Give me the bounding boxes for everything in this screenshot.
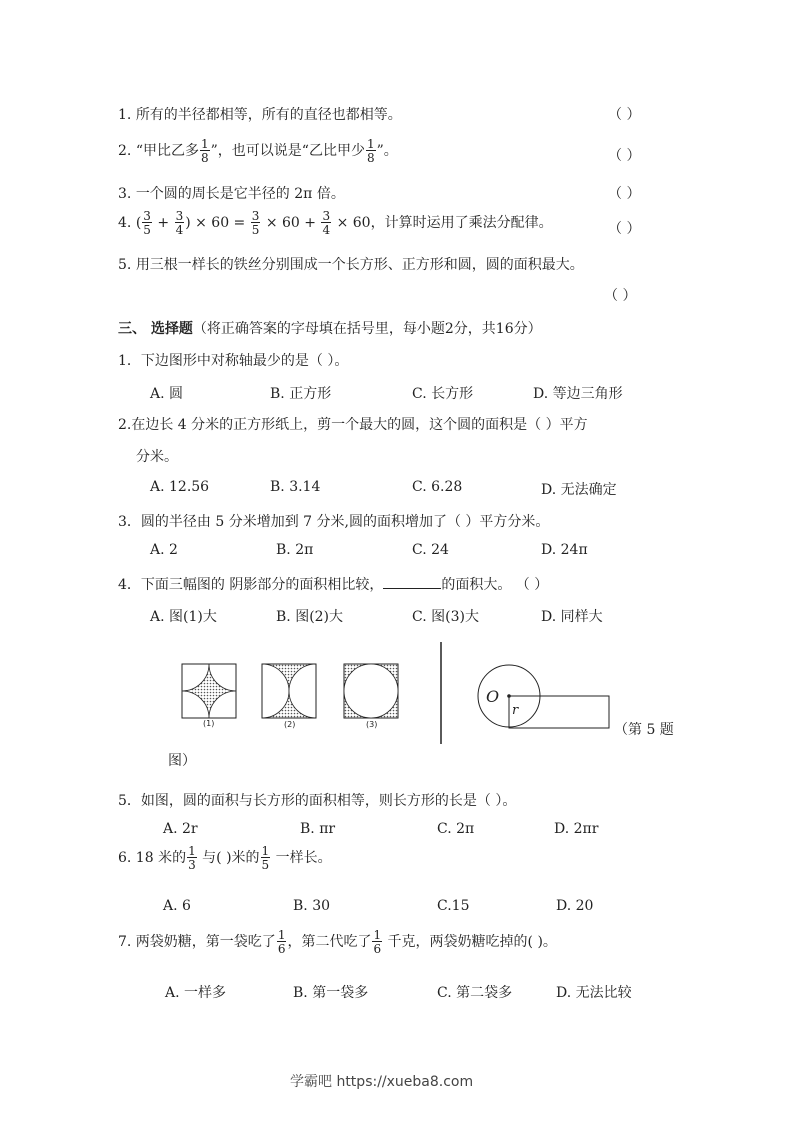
q-text-a: “甲比乙多 bbox=[135, 143, 199, 159]
choice-q7-stem: 7. 两袋奶糖，第一袋吃了 $\frac{1}{6}$ ，第二代吃了 $\frac{1}{6}$ 千克，两袋奶糖吃掉的( )。 bbox=[118, 928, 557, 956]
fraction: $\frac{3}{5}$ bbox=[251, 209, 260, 237]
option-b[interactable]: B. 2π bbox=[276, 542, 314, 558]
fraction: $\frac{1}{8}$ bbox=[200, 137, 209, 165]
q-number: 2. bbox=[118, 143, 132, 159]
option-d[interactable]: D. 无法确定 bbox=[541, 482, 617, 498]
answer-paren[interactable]: （ ） bbox=[608, 221, 641, 237]
fraction: $\frac{3}{5}$ bbox=[143, 209, 151, 237]
q-text: 一个圆的周长是它半径的 2π 倍。 bbox=[135, 186, 345, 202]
figure-caption-2: (2) bbox=[284, 720, 296, 729]
option-b[interactable]: B. 30 bbox=[293, 898, 331, 914]
option-b[interactable]: B. 正方形 bbox=[270, 386, 332, 402]
section-header bbox=[118, 318, 542, 338]
q-number: 3. bbox=[118, 186, 132, 202]
figure-note-cont: 图） bbox=[168, 753, 196, 769]
fraction: $\frac{1}{6}$ bbox=[373, 928, 382, 956]
figure-3 bbox=[344, 664, 398, 718]
q-text: 用三根一样长的铁丝分别围成一个长方形、正方形和圆，圆的面积最大。 bbox=[135, 257, 584, 273]
q-number: 4. bbox=[118, 215, 132, 231]
option-d[interactable]: D. 20 bbox=[556, 898, 594, 914]
answer-paren[interactable]: （ ） bbox=[604, 288, 637, 304]
label-r: r bbox=[512, 703, 519, 718]
option-b[interactable]: B. 3.14 bbox=[270, 479, 321, 495]
option-c[interactable]: C. 长方形 bbox=[412, 386, 474, 402]
option-c[interactable]: C. 6.28 bbox=[412, 479, 463, 495]
option-a[interactable]: A. 2 bbox=[150, 542, 178, 558]
judge-q3 bbox=[118, 183, 345, 203]
label-o: O bbox=[486, 687, 500, 706]
choice-q6-stem: 6. 18 米的 $\frac{1}{3}$ 与( )米的 $\frac{1}{5}$ 一样长。 bbox=[118, 844, 332, 872]
judge-q4: 4. ( $\frac{3}{5}$ + $\frac{3}{4}$ ) × 60 = $\frac{3}{5}$ × 60 + $\frac{3}{4}$ × 60，计算时运用了乘法分配律。 bbox=[118, 209, 553, 237]
figure-1 bbox=[182, 664, 236, 718]
option-b[interactable]: B. πr bbox=[300, 821, 336, 837]
q-text: 所有的半径都相等，所有的直径也都相等。 bbox=[135, 107, 402, 123]
option-a[interactable]: A. 一样多 bbox=[165, 985, 227, 1001]
choice-q5-stem: 5．如图，圆的面积与长方形的面积相等，则长方形的长是（ ）。 bbox=[118, 793, 517, 809]
fraction: $\frac{3}{4}$ bbox=[322, 209, 331, 237]
choice-q2-stem-cont: 分米。 bbox=[136, 449, 178, 465]
q-text-c: ”。 bbox=[376, 143, 398, 159]
judge-q2 bbox=[118, 138, 398, 164]
option-c[interactable]: C. 第二袋多 bbox=[437, 985, 513, 1001]
option-a[interactable]: A. 12.56 bbox=[150, 479, 210, 495]
figure-caption-3: (3) bbox=[366, 720, 378, 729]
figure-caption-1: (1) bbox=[203, 719, 215, 728]
choice-q3-stem: 3．圆的半径由 5 分米增加到 7 分米,圆的面积增加了（ ）平方分米。 bbox=[118, 514, 550, 530]
option-a[interactable]: A. 2r bbox=[163, 821, 198, 837]
choice-q1-stem: 1．下边图形中对称轴最少的是（ ）。 bbox=[118, 353, 349, 369]
fraction: $\frac{3}{4}$ bbox=[175, 209, 184, 237]
option-b[interactable]: B. 第一袋多 bbox=[293, 985, 369, 1001]
judge-q5 bbox=[118, 254, 584, 274]
option-d[interactable]: D. 无法比较 bbox=[556, 985, 632, 1001]
fraction: $\frac{1}{3}$ bbox=[188, 844, 196, 872]
answer-paren[interactable]: （ ） bbox=[608, 186, 641, 202]
option-c[interactable]: C. 2π bbox=[437, 821, 475, 837]
section-note: （将正确答案的字母填在括号里，每小题2分，共16分） bbox=[192, 321, 542, 337]
option-c[interactable]: C.15 bbox=[437, 898, 470, 914]
footer-watermark[interactable]: 学霸吧 https://xueba8.com bbox=[290, 1074, 474, 1090]
answer-paren[interactable]: （ ） bbox=[608, 107, 641, 123]
answer-blank[interactable] bbox=[383, 576, 441, 589]
choice-q2-stem: 2.在边长 4 分米的正方形纸上，剪一个最大的圆，这个圆的面积是（ ）平方 bbox=[118, 417, 588, 433]
figure-note: （第 5 题 bbox=[614, 722, 674, 738]
option-a[interactable]: A. 6 bbox=[163, 898, 191, 914]
option-d[interactable]: D. 24π bbox=[541, 542, 588, 558]
fraction: $\frac{1}{6}$ bbox=[277, 928, 286, 956]
judge-q1 bbox=[118, 104, 402, 124]
fraction: $\frac{1}{8}$ bbox=[366, 137, 375, 165]
choice-q4-stem: 4．下面三幅图的 阴影部分的面积相比较， 的面积大。 （ ） bbox=[118, 577, 549, 593]
q-number: 1. bbox=[118, 107, 132, 123]
figures-area bbox=[170, 640, 690, 750]
option-d[interactable]: D. 同样大 bbox=[541, 609, 603, 625]
option-b[interactable]: B. 图(2)大 bbox=[276, 609, 344, 625]
q-number: 5. bbox=[118, 257, 132, 273]
option-d[interactable]: D. 2πr bbox=[554, 821, 599, 837]
option-a[interactable]: A. 图(1)大 bbox=[150, 609, 217, 625]
option-d[interactable]: D. 等边三角形 bbox=[533, 386, 623, 402]
answer-paren[interactable]: （ ） bbox=[608, 148, 641, 164]
figure-2 bbox=[262, 664, 316, 718]
q-text-b: ”，也可以说是“乙比甲少 bbox=[210, 143, 365, 159]
option-c[interactable]: C. 图(3)大 bbox=[412, 609, 479, 625]
fraction: $\frac{1}{5}$ bbox=[261, 844, 270, 872]
section-title: 三、 选择题 bbox=[118, 321, 193, 337]
option-a[interactable]: A. 圆 bbox=[150, 386, 184, 402]
option-c[interactable]: C. 24 bbox=[412, 542, 449, 558]
